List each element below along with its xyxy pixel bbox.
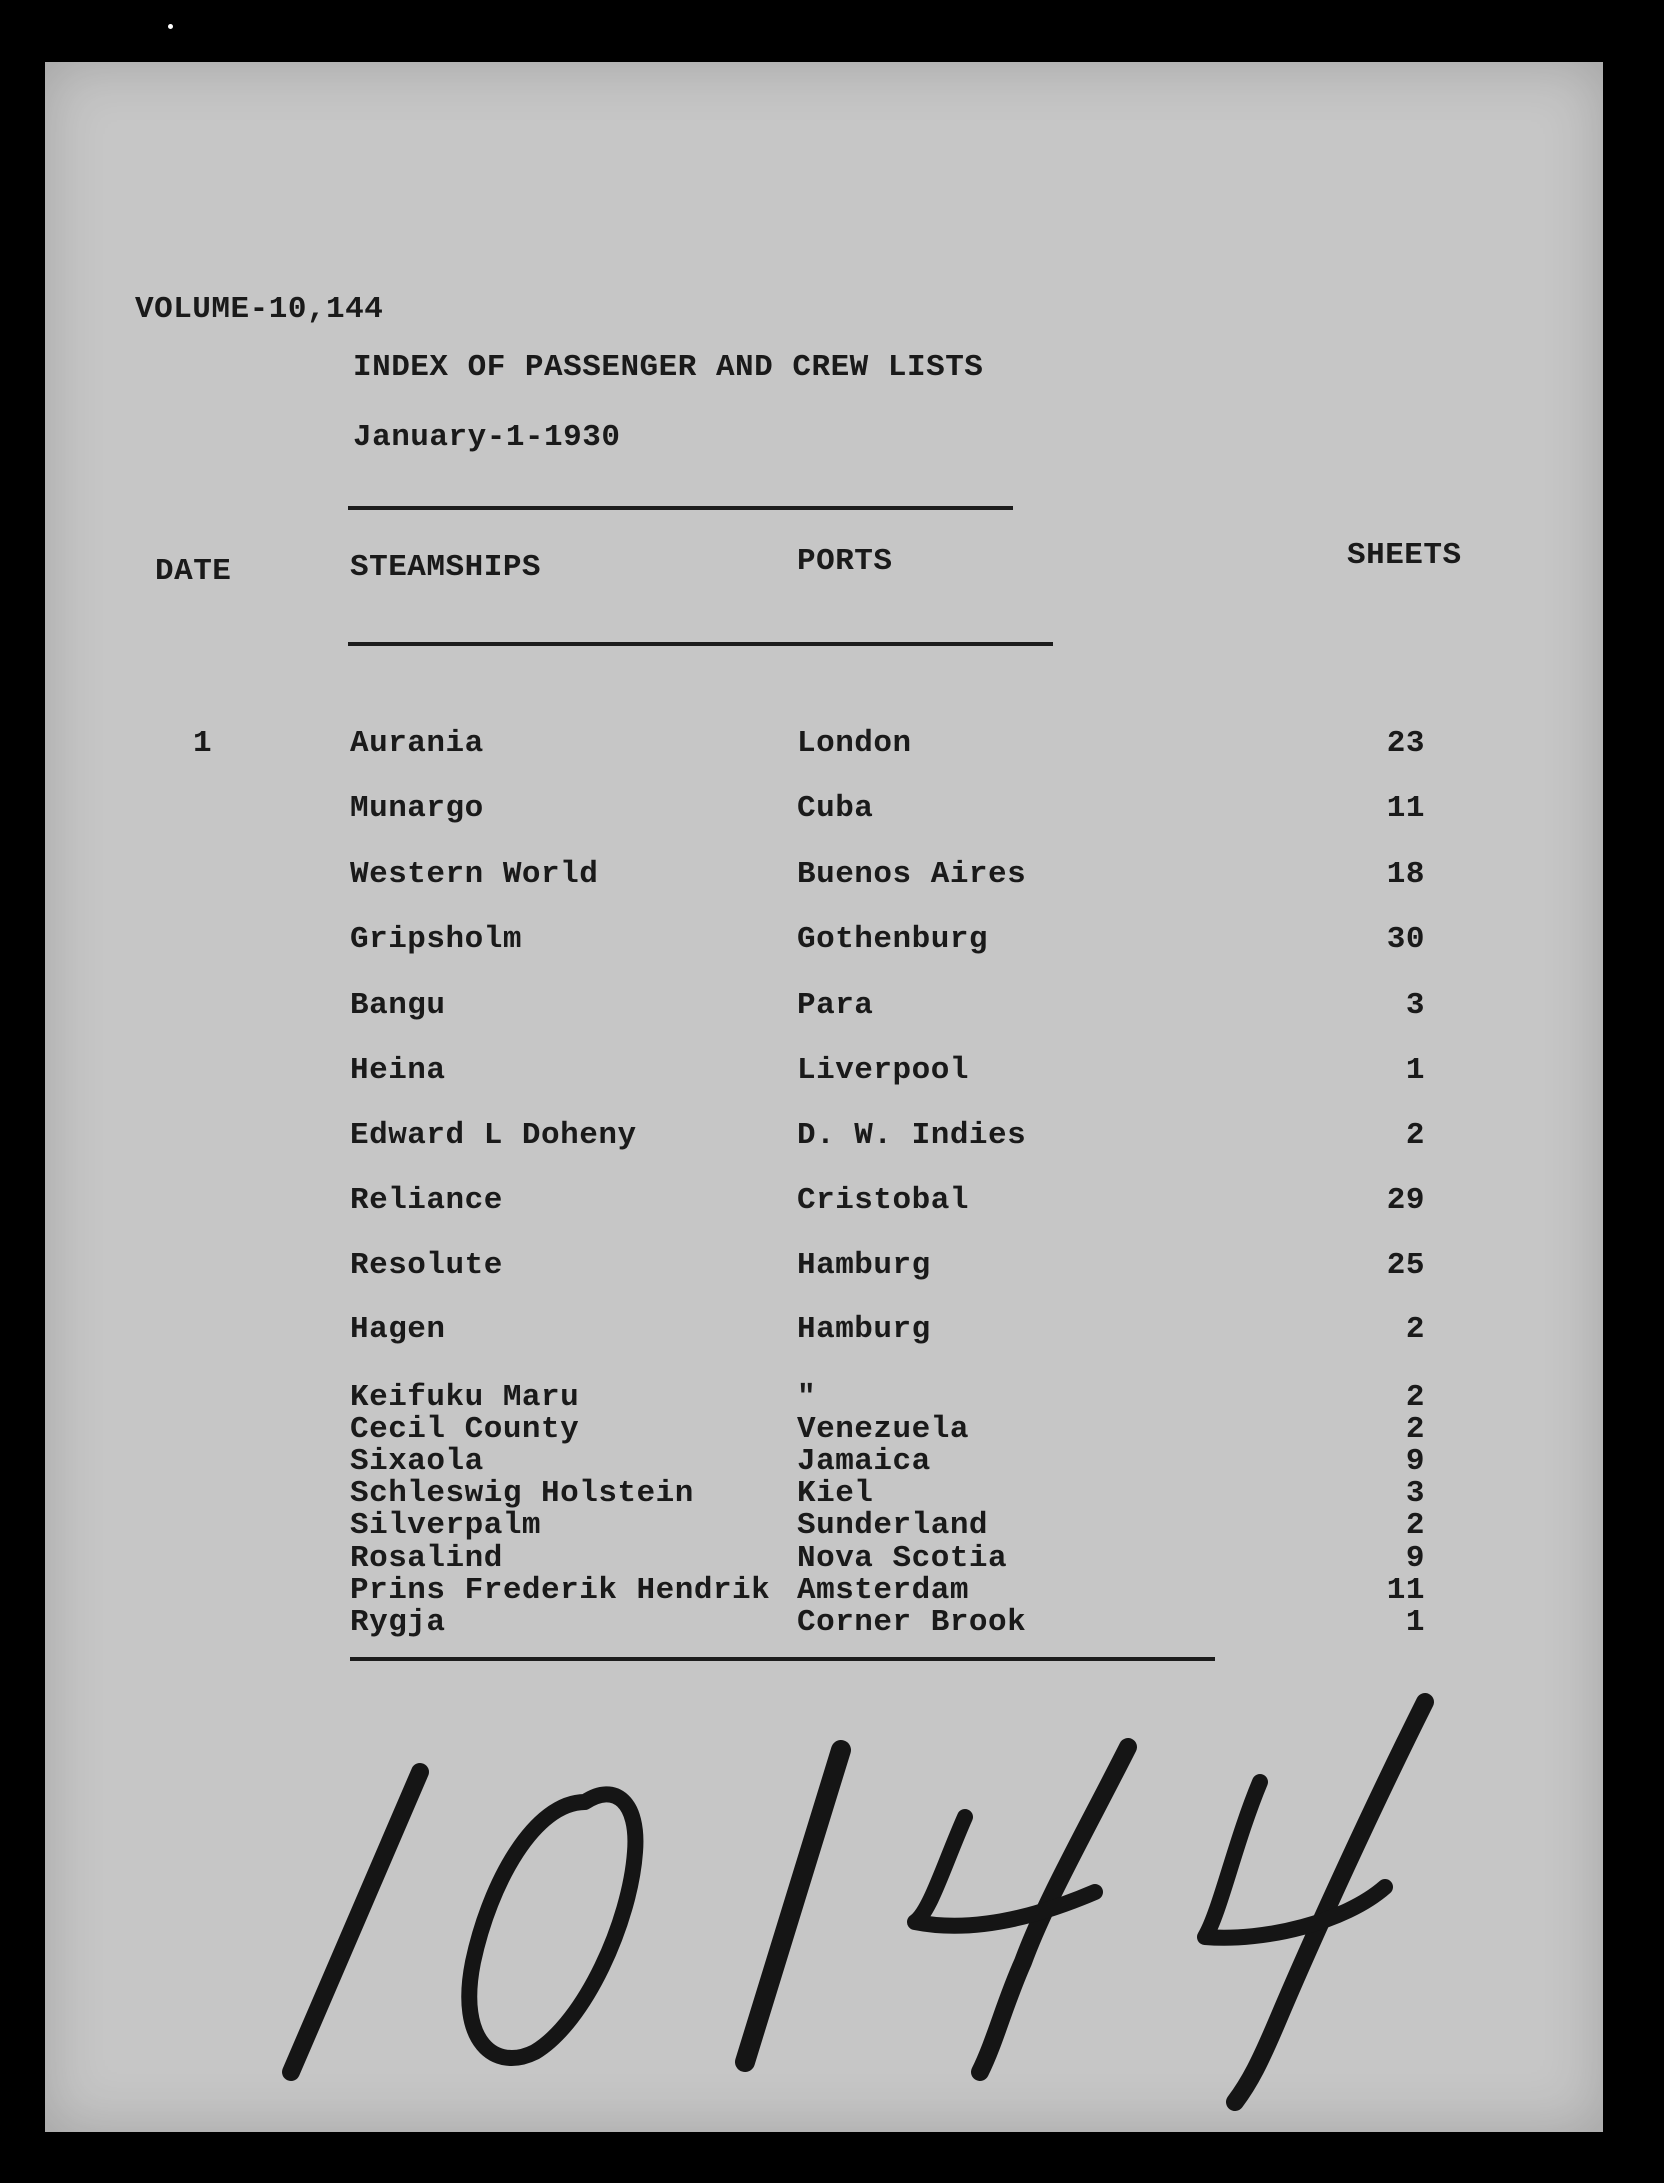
row-port: Kiel	[797, 1476, 874, 1511]
document-title: INDEX OF PASSENGER AND CREW LISTS	[353, 350, 984, 385]
row-sheets: 2	[1405, 1508, 1425, 1543]
row-steamship: Western World	[350, 857, 599, 892]
row-port: Gothenburg	[797, 922, 989, 957]
row-steamship: Gripsholm	[350, 922, 522, 957]
row-steamship: Keifuku Maru	[350, 1380, 580, 1415]
row-steamship: Munargo	[350, 791, 484, 826]
row-steamship: Bangu	[350, 988, 446, 1023]
row-port: "	[797, 1380, 817, 1415]
row-port: Cuba	[797, 791, 874, 826]
volume-label: VOLUME-10,144	[135, 292, 384, 327]
row-sheets: 29	[1386, 1183, 1425, 1218]
row-port: Liverpool	[797, 1053, 969, 1088]
row-steamship: Reliance	[350, 1183, 503, 1218]
row-steamship: Heina	[350, 1053, 446, 1088]
row-port: Buenos Aires	[797, 857, 1027, 892]
row-sheets: 2	[1405, 1380, 1425, 1415]
row-steamship: Resolute	[350, 1248, 503, 1283]
row-port: Hamburg	[797, 1312, 931, 1347]
column-header-date: DATE	[155, 554, 232, 589]
row-port: Corner Brook	[797, 1605, 1027, 1640]
row-sheets: 18	[1386, 857, 1425, 892]
column-header-steamships: STEAMSHIPS	[350, 550, 542, 585]
row-port: Nova Scotia	[797, 1541, 1008, 1576]
row-sheets: 2	[1405, 1312, 1425, 1347]
column-header-sheets: SHEETS	[1347, 538, 1462, 573]
row-steamship: Cecil County	[350, 1412, 580, 1447]
row-port: London	[797, 726, 912, 761]
row-sheets: 11	[1386, 791, 1425, 826]
row-sheets: 3	[1405, 1476, 1425, 1511]
row-sheets: 11	[1386, 1573, 1425, 1608]
row-port: Amsterdam	[797, 1573, 969, 1608]
handwritten-volume-number	[45, 62, 1603, 2132]
row-port: Cristobal	[797, 1183, 969, 1218]
row-steamship: Edward L Doheny	[350, 1118, 637, 1153]
row-sheets: 2	[1405, 1118, 1425, 1153]
row-steamship: Prins Frederik Hendrik	[350, 1573, 771, 1608]
row-sheets: 3	[1405, 988, 1425, 1023]
row-port: Hamburg	[797, 1248, 931, 1283]
row-sheets: 2	[1405, 1412, 1425, 1447]
row-date: 1	[193, 726, 213, 761]
document-page	[45, 62, 1603, 2132]
row-sheets: 30	[1386, 922, 1425, 957]
row-port: Sunderland	[797, 1508, 989, 1543]
row-sheets: 9	[1405, 1444, 1425, 1479]
film-speck	[168, 24, 173, 29]
row-sheets: 23	[1386, 726, 1425, 761]
row-steamship: Schleswig Holstein	[350, 1476, 694, 1511]
row-sheets: 25	[1386, 1248, 1425, 1283]
column-header-ports: PORTS	[797, 544, 893, 579]
row-port: D. W. Indies	[797, 1118, 1027, 1153]
row-steamship: Rygja	[350, 1605, 446, 1640]
row-steamship: Hagen	[350, 1312, 446, 1347]
row-steamship: Silverpalm	[350, 1508, 542, 1543]
row-port: Jamaica	[797, 1444, 931, 1479]
row-sheets: 9	[1405, 1541, 1425, 1576]
row-sheets: 1	[1405, 1605, 1425, 1640]
document-date: January-1-1930	[353, 420, 621, 455]
row-steamship: Sixaola	[350, 1444, 484, 1479]
row-port: Para	[797, 988, 874, 1023]
row-steamship: Aurania	[350, 726, 484, 761]
row-sheets: 1	[1405, 1053, 1425, 1088]
row-port: Venezuela	[797, 1412, 969, 1447]
row-steamship: Rosalind	[350, 1541, 503, 1576]
